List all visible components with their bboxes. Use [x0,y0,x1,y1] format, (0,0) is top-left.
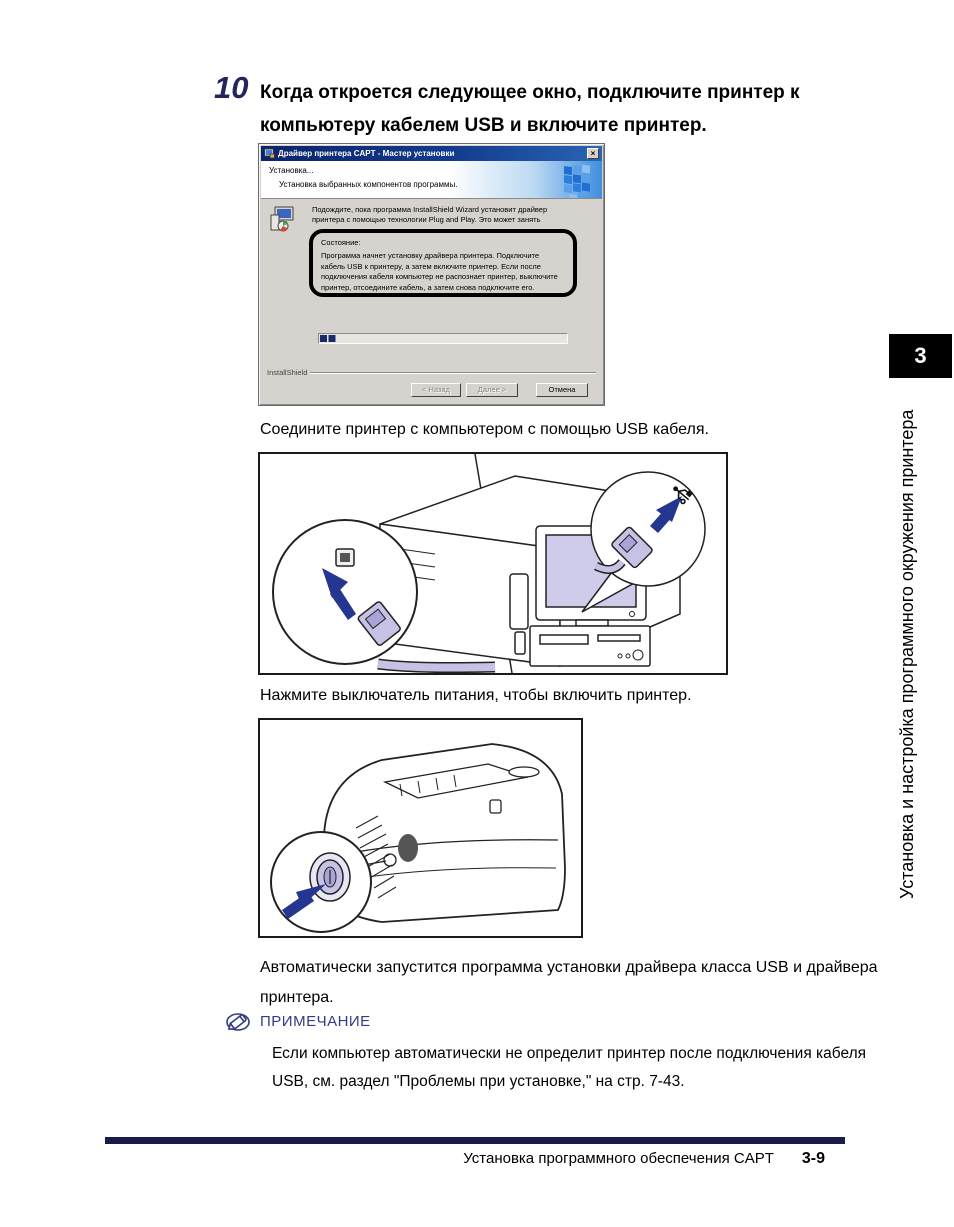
footer-page-number: 3-9 [801,1150,825,1167]
cancel-button[interactable]: Отмена [536,383,588,397]
note-label: ПРИМЕЧАНИЕ [260,1013,371,1030]
step-number: 10 [214,70,249,105]
installshield-brand-row [267,368,596,377]
step-heading: Когда откроется следующее окно, подключите принтер к компьютеру кабелем USB и включите принтер. [260,82,800,136]
status-text: Программа начнет установку драйвера принтера. Подключите кабель USB к принтеру, а затем включите принтер. Если после подключения кабеля компьютер не распознает принтер, выключите принтер, отсоедините кабель, а затем снова подключите его. [321,251,558,292]
pencil-icon [225,1010,253,1034]
status-callout [309,229,577,297]
wizard-body-text: Подождите, пока программа InstallShield Wizard установит драйвер принтера с помощью технологии Plug and Play. Это может занять [312,205,548,224]
footer-rule [105,1137,845,1144]
power-button-figure [258,718,583,938]
wizard-header [261,161,602,199]
chapter-tab [889,334,952,378]
status-label: Состояние: [321,238,361,247]
wizard-header-title: Установка... [269,166,314,175]
back-button[interactable]: < Назад [411,383,461,397]
auto-install-paragraph: Автоматически запустится программа установки драйвера класса USB и драйвера принтера. [260,959,878,1006]
brand-divider [310,372,596,374]
footer [105,1150,845,1168]
next-button[interactable]: Далее > [466,383,518,397]
installshield-brand: InstallShield [267,368,308,377]
installer-window-icon [264,148,275,159]
usb-connection-figure [258,452,728,675]
mosaic-cube-icon [558,164,598,198]
install-computer-icon [269,206,297,232]
dialog-title: Драйвер принтера CAPT - Мастер установки [278,149,455,158]
caption-usb-cable: Соедините принтер с компьютером с помощью USB кабеля. [260,421,709,438]
sidebar-vertical-title: Установка и настройка программного окружения принтера [897,409,917,899]
wizard-header-subtitle: Установка выбранных компонентов программы. [279,180,458,189]
caption-power-switch: Нажмите выключатель питания, чтобы включить принтер. [260,687,692,704]
progress-fill [320,335,337,342]
footer-section-title: Установка программного обеспечения CAPT [463,1150,774,1167]
chapter-number: 3 [914,343,927,368]
progress-bar [318,333,568,344]
note-text: Если компьютер автоматически не определит принтер после подключения кабеля USB, см. раздел "Проблемы при установке," на стр. 7-43. [272,1045,867,1090]
installer-dialog [258,143,605,406]
close-icon[interactable]: × [587,148,599,159]
dialog-titlebar[interactable] [261,146,602,161]
